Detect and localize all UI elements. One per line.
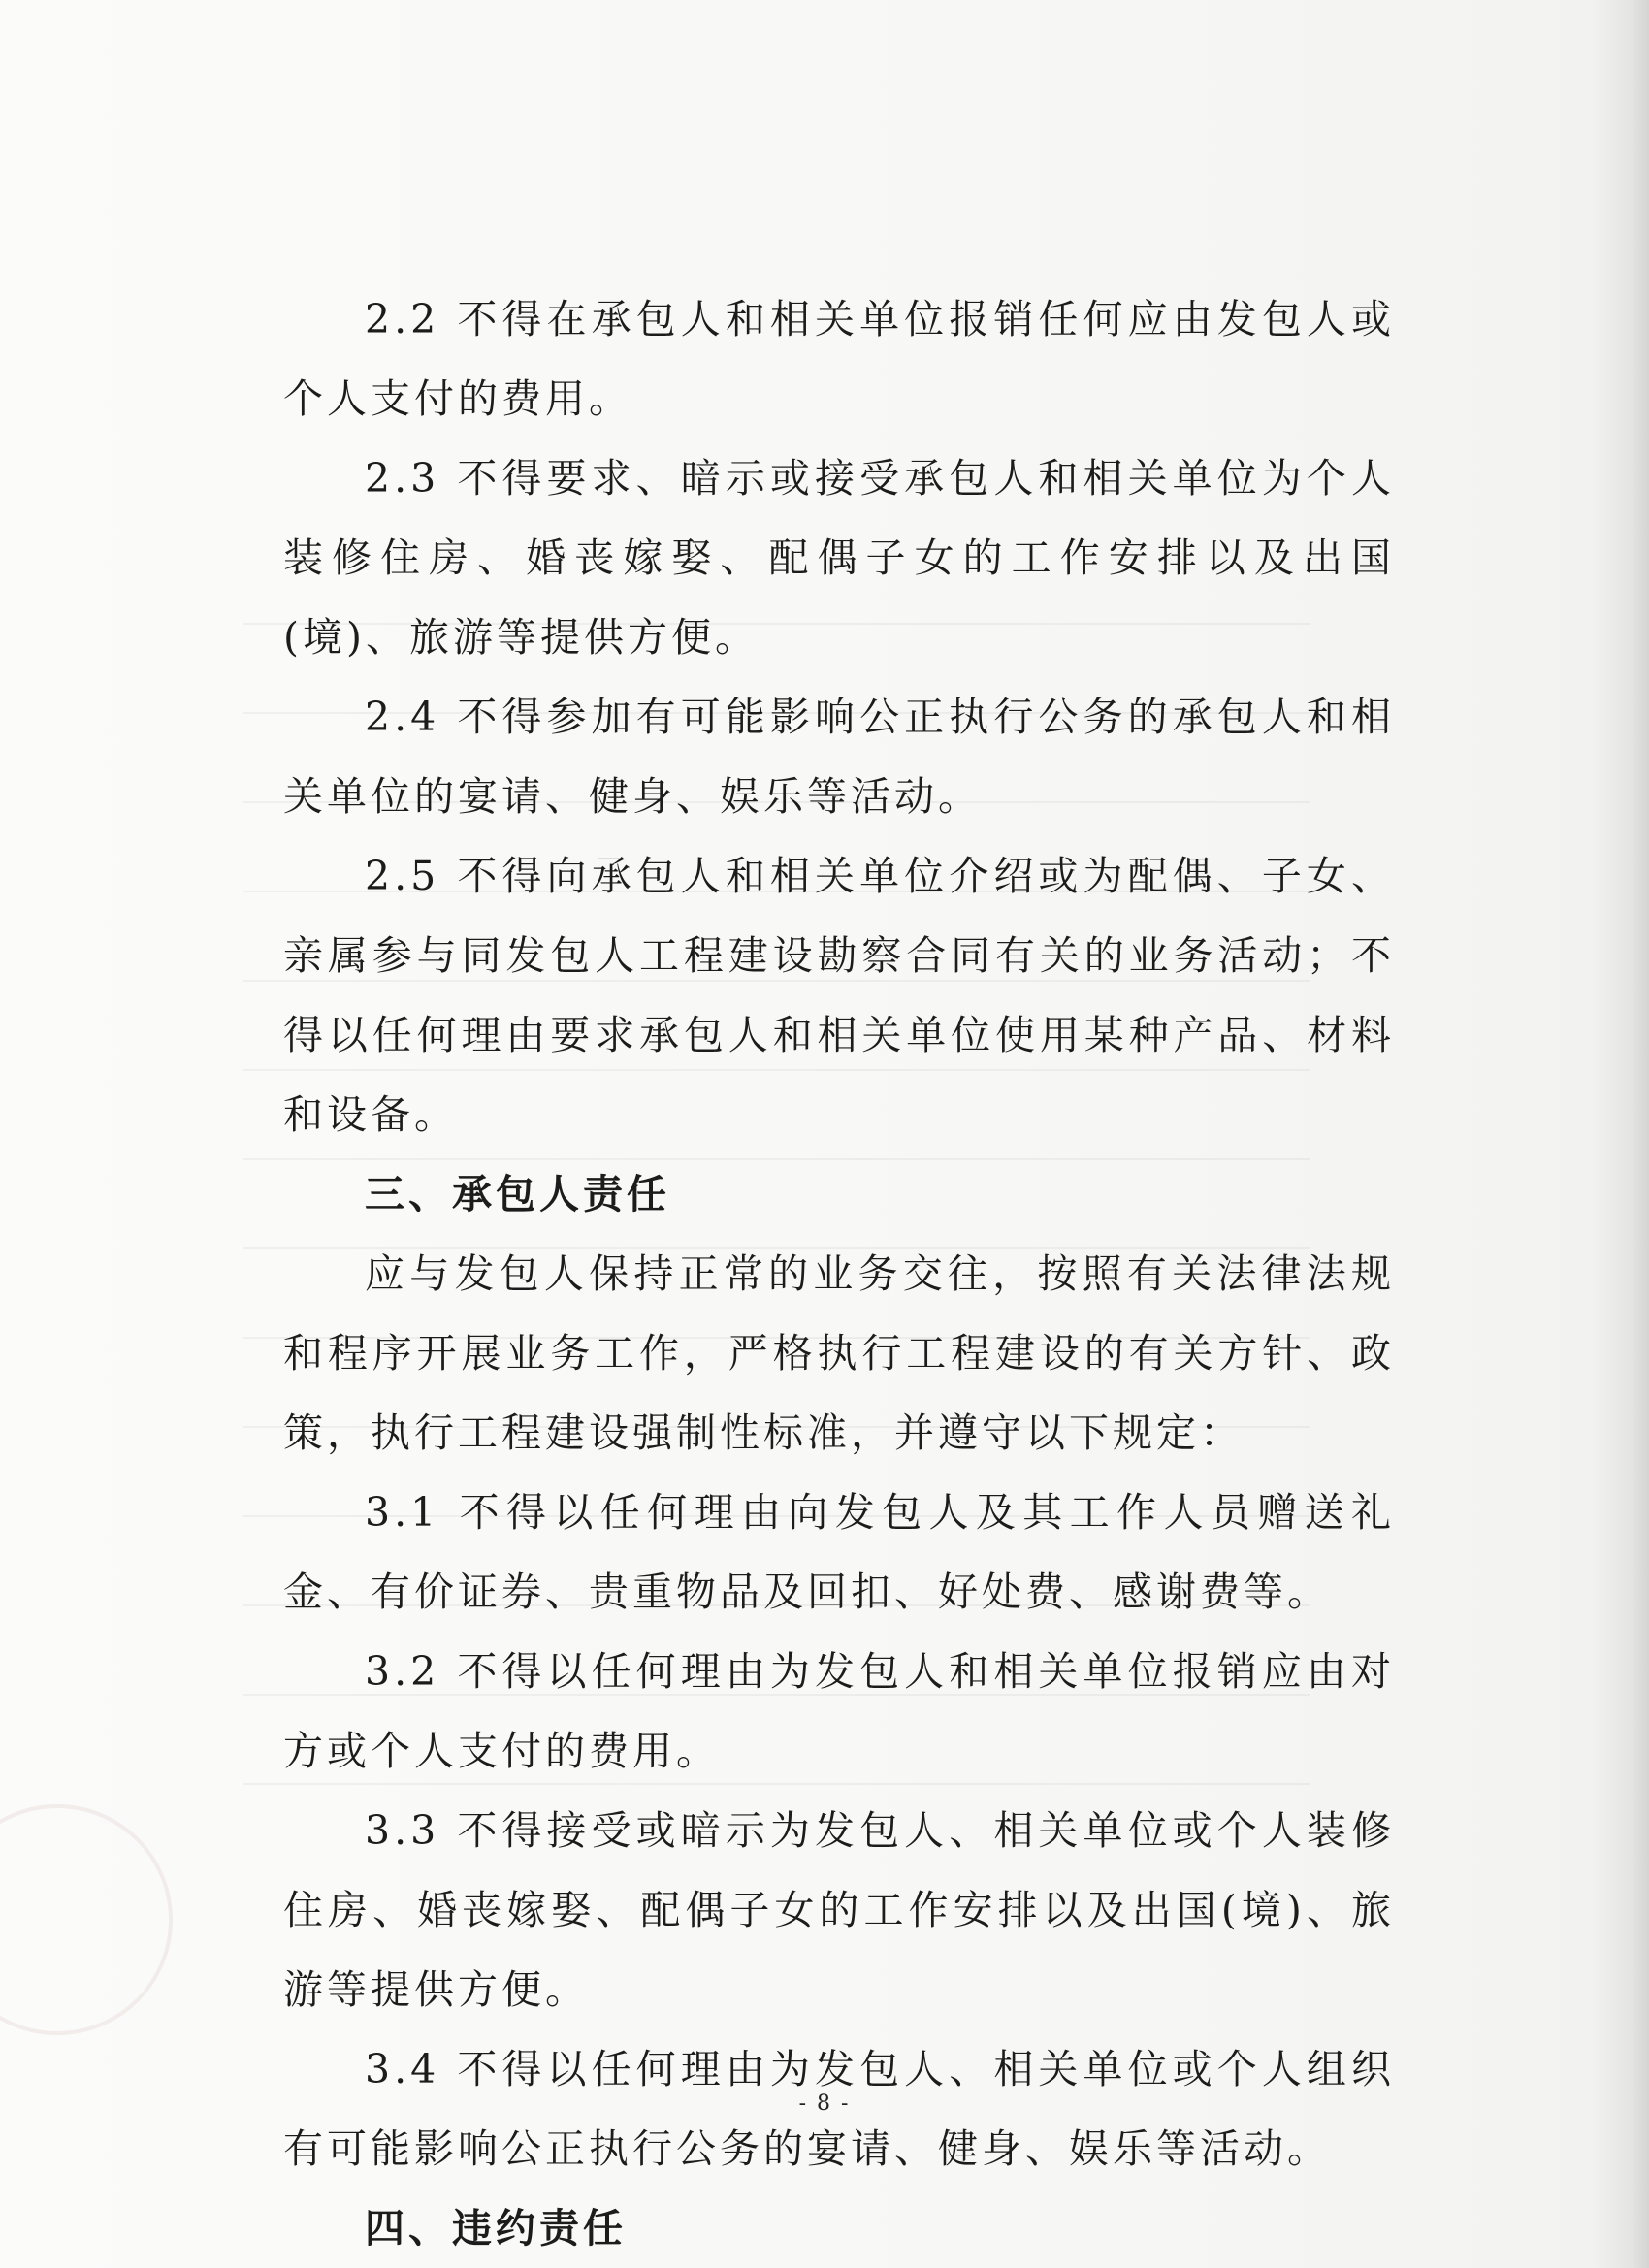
page-number: - 8 - bbox=[798, 2091, 851, 2116]
section-heading-contractor-responsibility: 三、承包人责任 bbox=[365, 1171, 670, 1217]
clause-2-5: 2.5 不得向承包人和相关单位介绍或为配偶、子女、亲属参与同发包人工程建设勘察合同有关的业务活动；不得以任何理由要求承包人和相关单位使用某种产品、材料和设备。 bbox=[283, 853, 1395, 1138]
section-heading-breach-liability: 四、违约责任 bbox=[365, 2205, 627, 2252]
clause-3-1: 3.1 不得以任何理由向发包人及其工作人员赠送礼金、有价证券、贵重物品及回扣、好处费、感谢费等。 bbox=[283, 1489, 1395, 1615]
clause-3-4: 3.4 不得以任何理由为发包人、相关单位或个人组织有可能影响公正执行公务的宴请、健身、娱乐等活动。 bbox=[283, 2046, 1395, 2172]
page-edge-shadow bbox=[1591, 0, 1649, 2268]
section-3-intro: 应与发包人保持正常的业务交往，按照有关法律法规和程序开展业务工作，严格执行工程建设的有关方针、政策，执行工程建设强制性标准，并遵守以下规定： bbox=[283, 1250, 1395, 1456]
document-body bbox=[283, 279, 1395, 2268]
clause-2-3: 2.3 不得要求、暗示或接受承包人和相关单位为个人装修住房、婚丧嫁娶、配偶子女的工作安排以及出国(境)、旅游等提供方便。 bbox=[283, 455, 1395, 661]
faint-seal-mark bbox=[0, 1804, 173, 2035]
clause-2-2: 2.2 不得在承包人和相关单位报销任何应由发包人或个人支付的费用。 bbox=[283, 296, 1395, 422]
clause-3-2: 3.2 不得以任何理由为发包人和相关单位报销应由对方或个人支付的费用。 bbox=[283, 1648, 1395, 1774]
clause-3-3: 3.3 不得接受或暗示为发包人、相关单位或个人装修住房、婚丧嫁娶、配偶子女的工作安排以及出国(境)、旅游等提供方便。 bbox=[283, 1807, 1395, 2013]
clause-2-4: 2.4 不得参加有可能影响公正执行公务的承包人和相关单位的宴请、健身、娱乐等活动。 bbox=[283, 694, 1395, 820]
